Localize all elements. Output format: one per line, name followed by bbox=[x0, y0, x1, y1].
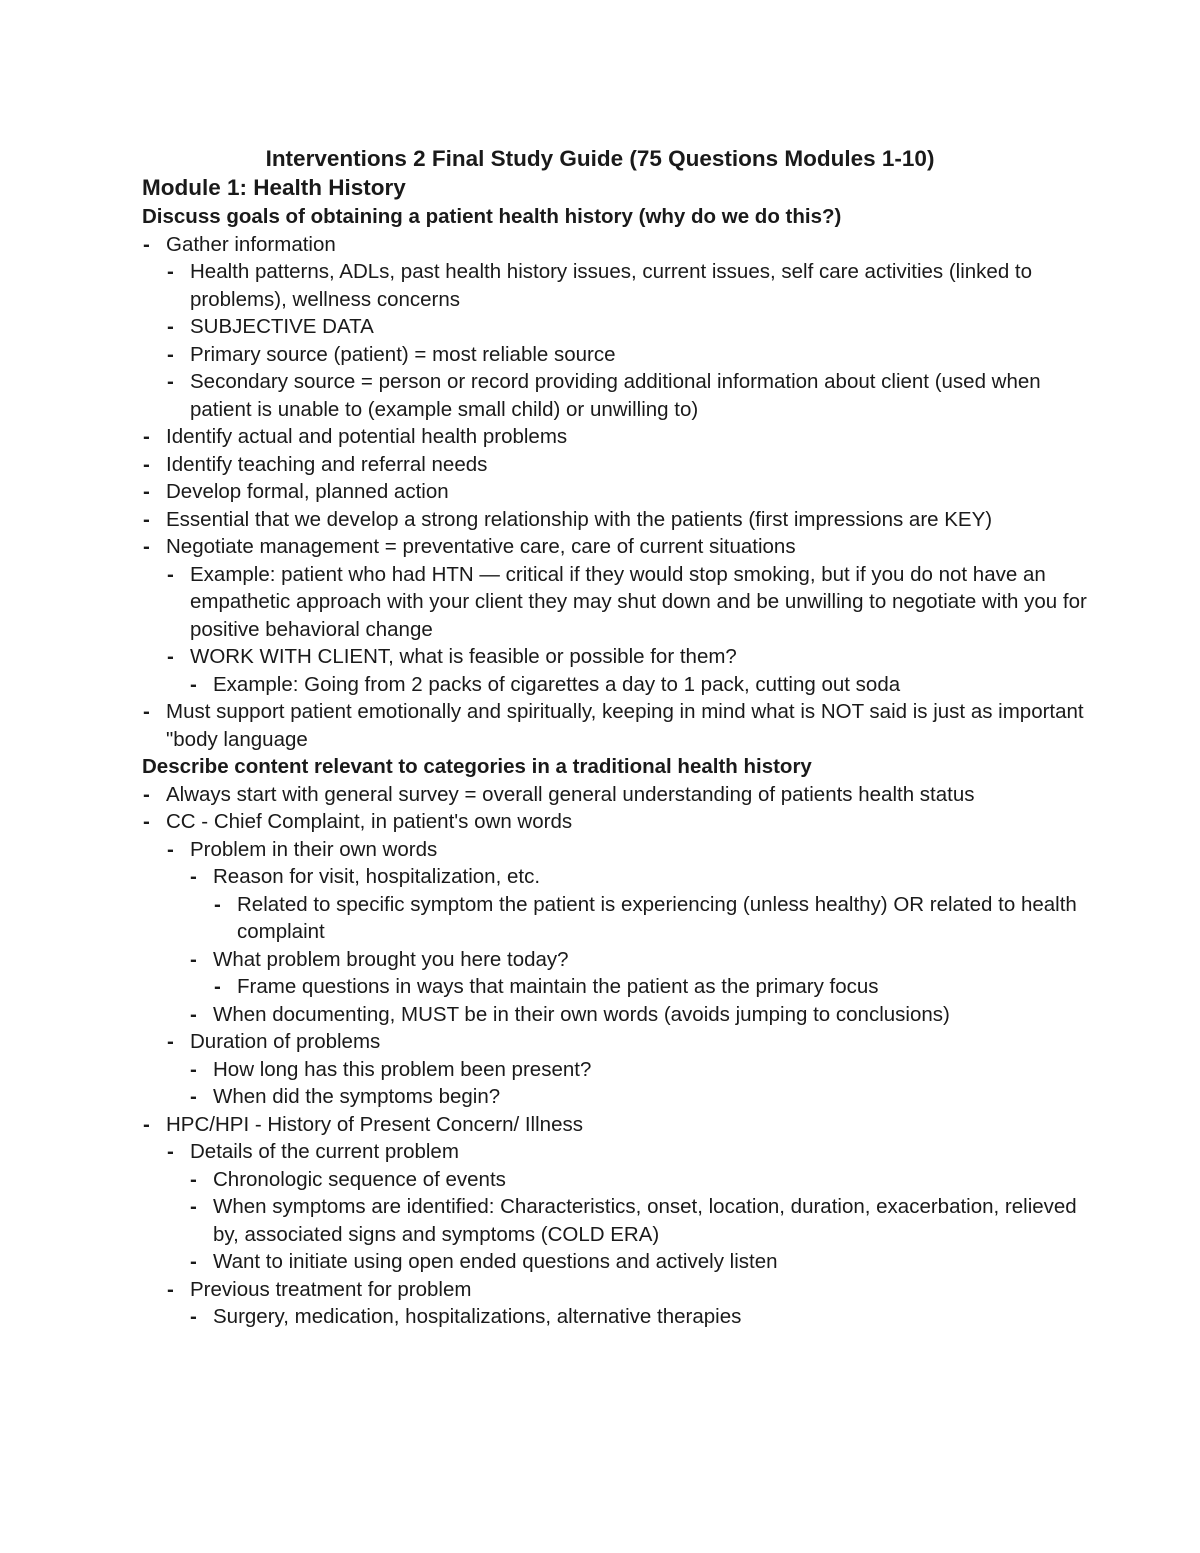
list-item: - Identify teaching and referral needs bbox=[142, 451, 1100, 479]
list-item: - How long has this problem been present? bbox=[189, 1056, 1100, 1084]
document-title: Interventions 2 Final Study Guide (75 Questions Modules 1-10) bbox=[265, 146, 935, 171]
list-item: - Must support patient emotionally and spiritually, keeping in mind what is NOT said is just as important "body language bbox=[142, 698, 1100, 753]
list-item: - WORK WITH CLIENT, what is feasible or possible for them? bbox=[166, 643, 1100, 671]
list-item: - Primary source (patient) = most reliable source bbox=[166, 341, 1100, 369]
list-item: - Negotiate management = preventative care, care of current situations bbox=[142, 533, 1100, 561]
list-item: - Secondary source = person or record providing additional information about client (used when patient is unable to (example small child) or unwilling to) bbox=[166, 368, 1100, 423]
list-item: - Details of the current problem bbox=[166, 1138, 1100, 1166]
list-item: - Gather information bbox=[142, 231, 1100, 259]
list-item: - Want to initiate using open ended questions and actively listen bbox=[189, 1248, 1100, 1276]
list-item: - Frame questions in ways that maintain the patient as the primary focus bbox=[213, 973, 1100, 1001]
section-heading-goals: Discuss goals of obtaining a patient health history (why do we do this?) bbox=[142, 205, 842, 228]
list-item: - SUBJECTIVE DATA bbox=[166, 313, 1100, 341]
list-item: - CC - Chief Complaint, in patient's own words bbox=[142, 808, 1100, 836]
list-item: - Related to specific symptom the patient is experiencing (unless healthy) OR related to health complaint bbox=[213, 891, 1100, 946]
list-item: - When did the symptoms begin? bbox=[189, 1083, 1100, 1111]
list-item: - Duration of problems bbox=[166, 1028, 1100, 1056]
list-item: - Essential that we develop a strong relationship with the patients (first impressions are KEY) bbox=[142, 506, 1100, 534]
list-item: - What problem brought you here today? bbox=[189, 946, 1100, 974]
list-item: - Develop formal, planned action bbox=[142, 478, 1100, 506]
list-item: - HPC/HPI - History of Present Concern/ Illness bbox=[142, 1111, 1100, 1139]
list-item: - Chronologic sequence of events bbox=[189, 1166, 1100, 1194]
list-item: - Surgery, medication, hospitalizations, alternative therapies bbox=[189, 1303, 1100, 1331]
list-item: - Example: Going from 2 packs of cigarettes a day to 1 pack, cutting out soda bbox=[189, 671, 1100, 699]
list-item: - Health patterns, ADLs, past health history issues, current issues, self care activities (linked to problems), wellness concerns bbox=[166, 258, 1100, 313]
goals-list bbox=[142, 231, 1100, 754]
list-item: - Previous treatment for problem bbox=[166, 1276, 1100, 1304]
list-item: - When documenting, MUST be in their own words (avoids jumping to conclusions) bbox=[189, 1001, 1100, 1029]
list-item: - Reason for visit, hospitalization, etc. bbox=[189, 863, 1100, 891]
list-item: - When symptoms are identified: Characteristics, onset, location, duration, exacerbation, relieved by, associated signs and symptoms (COLD ERA) bbox=[189, 1193, 1100, 1248]
list-item: - Identify actual and potential health problems bbox=[142, 423, 1100, 451]
section-heading-categories: Describe content relevant to categories in a traditional health history bbox=[142, 755, 812, 778]
list-item: - Always start with general survey = overall general understanding of patients health status bbox=[142, 781, 1100, 809]
module-heading: Module 1: Health History bbox=[142, 175, 406, 200]
categories-list bbox=[142, 781, 1100, 1331]
list-item: - Example: patient who had HTN — critical if they would stop smoking, but if you do not have an empathetic approach with your client they may shut down and be unwilling to negotiate with you for positive behavioral change bbox=[166, 561, 1100, 644]
list-item: - Problem in their own words bbox=[166, 836, 1100, 864]
